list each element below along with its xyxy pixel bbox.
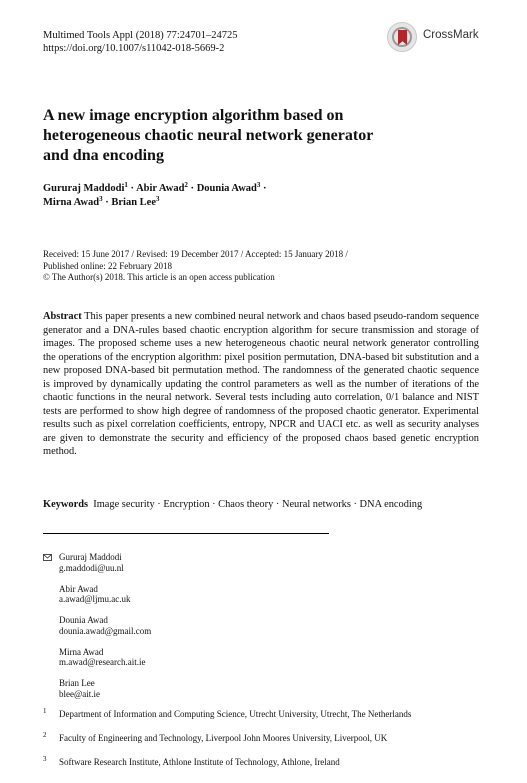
affiliation-text: Department of Information and Computing Science, Utrecht University, Utrecht, The Netherlands <box>59 709 412 719</box>
contact-name: Mirna Awad <box>59 646 104 657</box>
footnote-divider <box>43 533 329 534</box>
affiliation-number: 3 <box>43 755 47 763</box>
contact-entry <box>59 615 319 636</box>
history-dates: Received: 15 June 2017 / Revised: 19 December 2017 / Accepted: 15 January 2018 / <box>43 249 348 259</box>
affiliation-number: 1 <box>43 707 47 715</box>
contact-name: Gururaj Maddodi <box>59 552 122 562</box>
crossmark-badge[interactable] <box>387 22 497 52</box>
contact-name: Brian Lee <box>59 678 95 688</box>
author-name: Abir Awad <box>136 183 185 194</box>
published-date: Published online: 22 February 2018 <box>43 260 172 271</box>
crossmark-label: CrossMark <box>423 29 479 41</box>
affiliation-text: Software Research Institute, Athlone Institute of Technology, Athlone, Ireland <box>59 757 340 767</box>
keywords-heading: Keywords <box>43 499 89 510</box>
abstract-heading: Abstract <box>43 311 82 322</box>
contact-entry <box>59 647 319 668</box>
author-affiliation-marker: 2 <box>184 181 188 189</box>
article-history <box>43 249 483 284</box>
author-affiliation-marker: 3 <box>99 195 103 203</box>
contact-email[interactable]: dounia.awad@gmail.com <box>59 625 152 636</box>
contact-entry <box>59 584 319 605</box>
contact-email[interactable]: m.awad@research.ait.ie <box>59 657 146 667</box>
copyright-notice: © The Author(s) 2018. This article is an open access publication <box>43 272 275 282</box>
keywords <box>43 498 483 512</box>
contact-name: Abir Awad <box>59 583 98 594</box>
author-affiliation-marker: 1 <box>124 181 128 189</box>
author-affiliation-marker: 3 <box>156 195 160 203</box>
envelope-icon <box>43 554 52 561</box>
crossmark-icon <box>387 22 417 52</box>
contact-entry <box>59 552 319 573</box>
contact-name: Dounia Awad <box>59 615 108 625</box>
contact-email[interactable]: g.maddodi@uu.nl <box>59 562 124 573</box>
author-affiliation-marker: 3 <box>256 181 261 189</box>
affiliation-text: Faculty of Engineering and Technology, Liverpool John Moores University, Liverpool, UK <box>59 733 388 743</box>
author-list: Gururaj Maddodi$^1$ · Abir Awad$^2$ · Dounia Awad$^3$ · Mirna Awad$^3$ · Brian Lee$^3$ <box>43 181 267 208</box>
journal-citation: Multimed Tools Appl (2018) 77:24701–24725 <box>43 30 238 41</box>
contact-entry <box>59 678 319 699</box>
contact-email[interactable]: blee@ait.ie <box>59 688 101 699</box>
contact-list <box>59 552 319 710</box>
doi-link[interactable]: https://doi.org/10.1007/s11042-018-5669-2 <box>43 43 225 54</box>
keywords-text: Image security · Encryption · Chaos theory · Neural networks · DNA encoding <box>93 499 423 510</box>
author-name: Mirna Awad <box>43 197 100 208</box>
affiliation-number: 2 <box>43 731 47 739</box>
journal-header <box>43 29 238 55</box>
article-title: A new image encryption algorithm based on heterogeneous chaotic neural network generator and dna encoding <box>43 107 374 164</box>
author-name: Brian Lee <box>111 197 156 208</box>
author-name: Gururaj Maddodi <box>43 183 125 194</box>
abstract-text: This paper presents a new combined neural network and chaos based pseudo-random sequence generator and a DNA-rules based chaotic encryption algorithm for secure transmission and storage of images. The proposed scheme uses a new heterogeneous chaotic neural network generator controlling the operations of the encryption algorithm: pixel position permutation, DNA-based bit substitution and a new proposed DNA-based bit permutation method. The randomness of the generated chaotic sequence is improved by dynamically updating the control parameters as well as the number of iterations of the chaotic functions in the neural network. Several tests including auto correlation, 0/1 balance and NIST tests are performed to show high degree of randomness of the proposed chaotic generator. Experimental results such as pixel correlation coefficients, entropy, NPCR and UACI etc. as well as security analyses are given to demonstrate the security and efficiency of the proposed chaos based genetic encryption method. <box>43 311 479 457</box>
author-name: Dounia Awad <box>196 183 257 194</box>
contact-email[interactable]: a.awad@ljmu.ac.uk <box>59 594 131 604</box>
abstract <box>43 310 479 459</box>
